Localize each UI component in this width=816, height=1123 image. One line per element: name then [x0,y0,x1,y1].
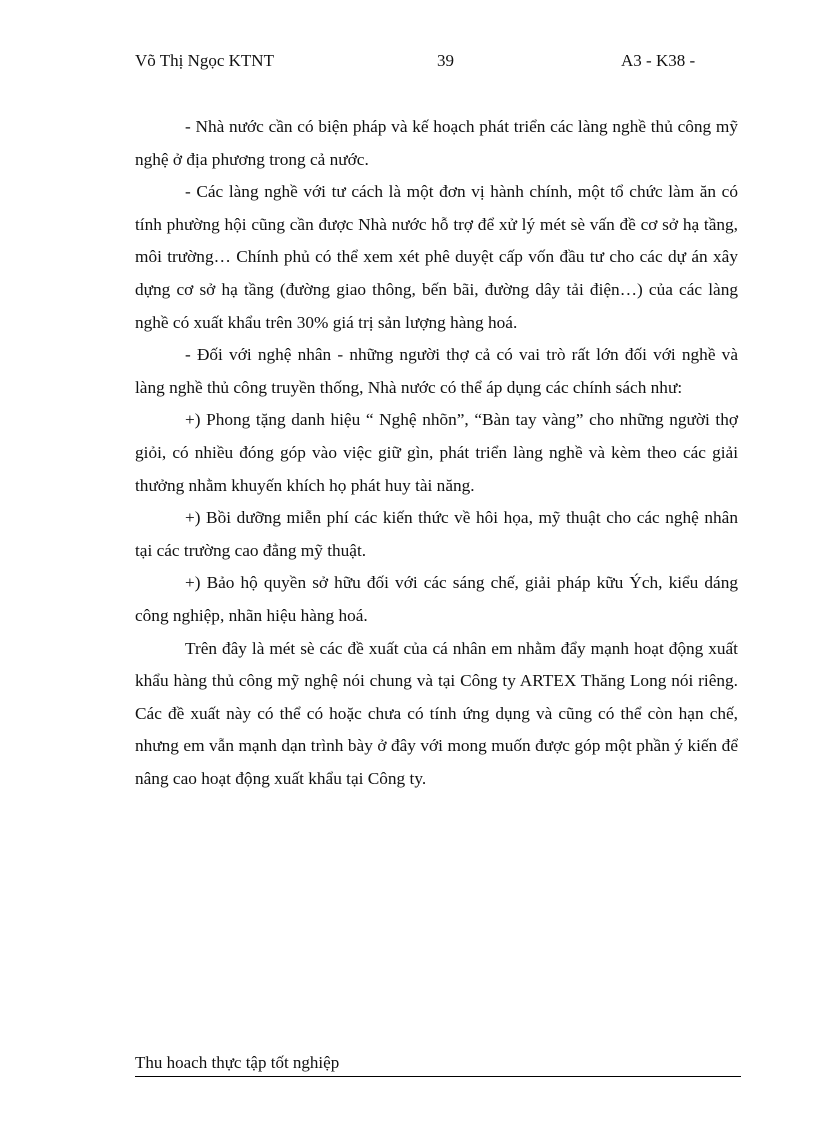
header-author: Võ Thị Ngọc KTNT [135,51,274,70]
header-page-number: 39 [437,51,454,70]
paragraph-titles: +) Phong tặng danh hiệu “ Nghệ nhõn”, “Bàn tay vàng” cho những người thợ giỏi, có nhiều đóng góp vào việc giữ gìn, phát triển làng nghề và kèm theo các giải thưởng nhằm khuyến khích họ phát huy tài năng. [135,410,738,495]
paragraph-training: +) Bồi dưỡng miễn phí các kiến thức về hôi họa, mỹ thuật cho các nghệ nhân tại các trường cao đẳng mỹ thuật. [135,508,738,560]
page-footer [135,1052,741,1077]
page-header [135,50,705,94]
paragraph-state-plan: - Nhà nước cần có biện pháp và kế hoạch phát triển các làng nghề thủ công mỹ nghệ ở địa phương trong cả nước. [135,117,738,169]
paragraph-ip-protection: +) Bảo hộ quyền sở hữu đối với các sáng chế, giải pháp kữu Ých, kiểu dáng công nghiệp, nhãn hiệu hàng hoá. [135,573,738,625]
paragraph-conclusion: Trên đây là mét sè các đề xuất của cá nhân em nhằm đẩy mạnh hoạt động xuất khẩu hàng thủ công mỹ nghệ nói chung và tại Công ty ARTEX Thăng Long nói riêng. Các đề xuất này có thể có hoặc chưa có tính ứng dụng và cũng có thể còn hạn chế, nhưng em vẫn mạnh dạn trình bày ở đây với mong muốn được góp một phần ý kiến để nâng cao hoạt động xuất khẩu tại Công ty. [135,638,738,788]
paragraph-craft-villages: - Các làng nghề với tư cách là một đơn vị hành chính, một tổ chức làm ăn có tính phường hội cũng cần được Nhà nước hỗ trợ để xử lý mét sè vấn đề cơ sở hạ tầng, môi trường… Chính phủ có thể xem xét phê duyệt cấp vốn đầu tư cho các dự án xây dựng cơ sở hạ tầng (đường giao thông, bến bãi, đường dây tải điện…) của các làng nghề có xuất khẩu trên 30% giá trị sản lượng hàng hoá. [135,182,738,332]
footer-text: Thu hoach thực tập tốt nghiệp [135,1053,340,1072]
paragraph-artisans: - Đối với nghệ nhân - những người thợ cả có vai trò rất lớn đối với nghề và làng nghề thủ công truyền thống, Nhà nước có thể áp dụng các chính sách như: [135,345,738,397]
header-class-code: A3 - K38 - [621,51,696,70]
page-body [135,111,738,795]
